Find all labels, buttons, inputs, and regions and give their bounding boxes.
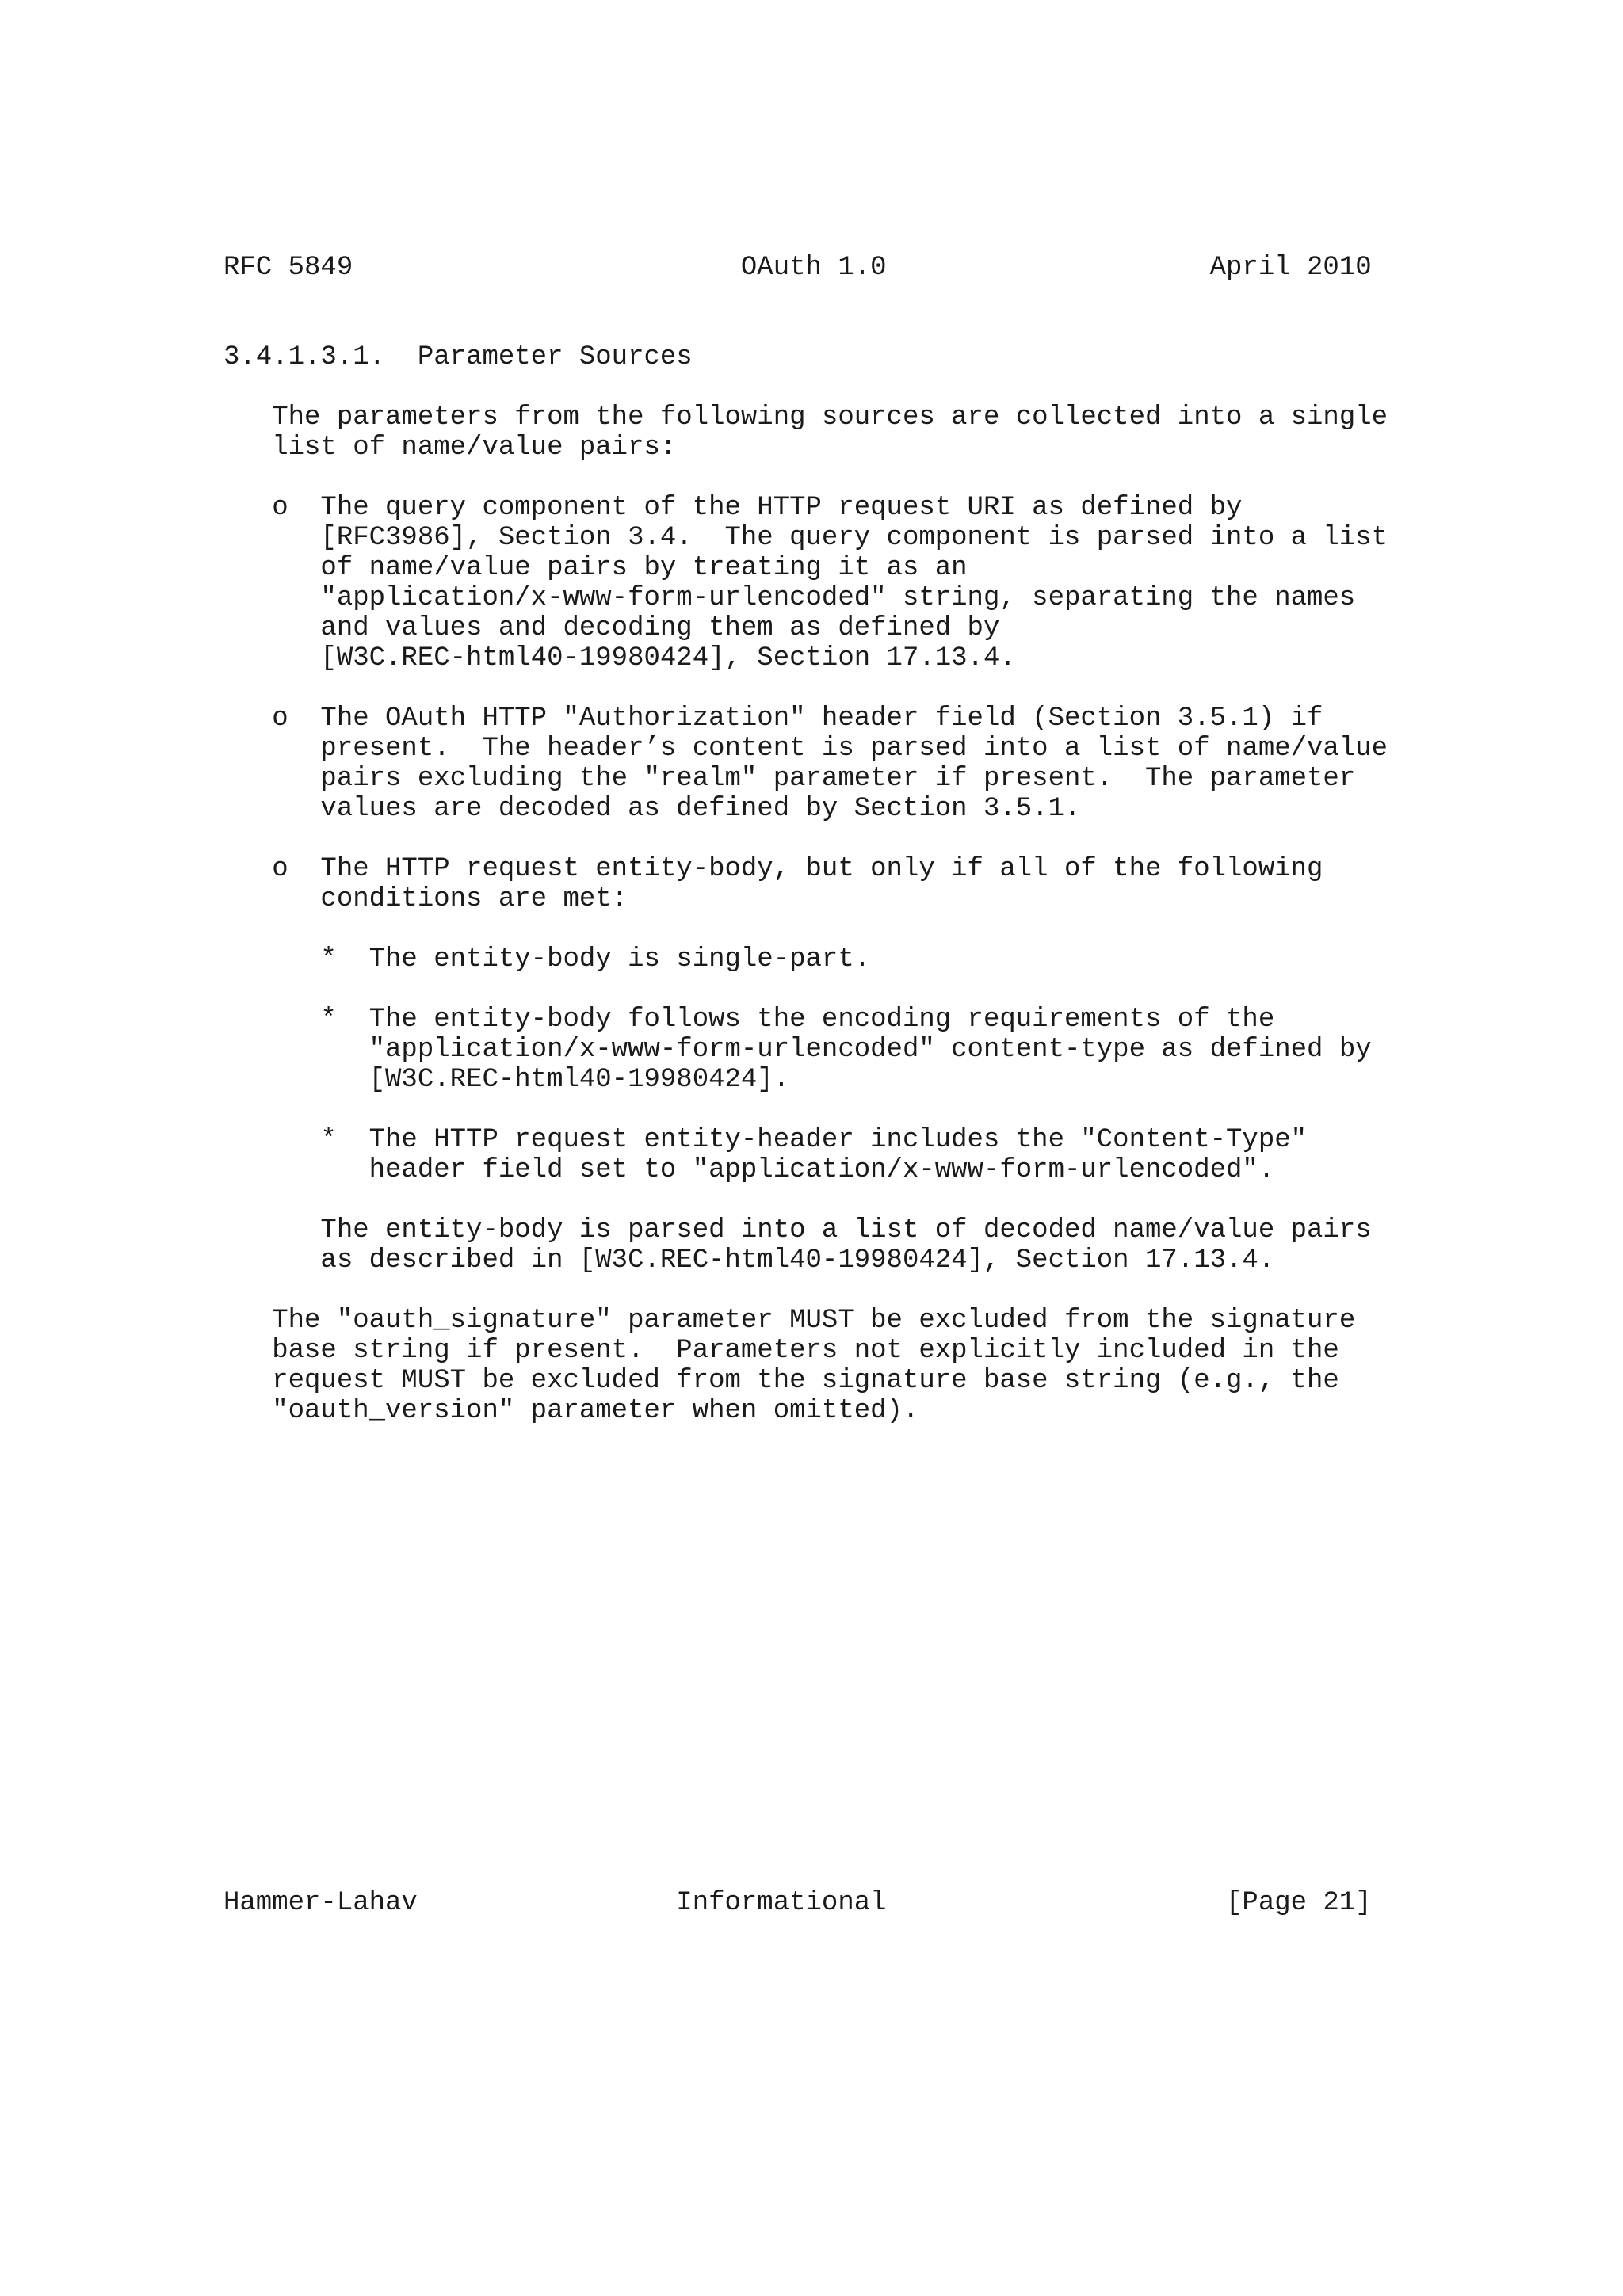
list-item-line: [W3C.REC-html40-19980424], Section 17.13.4. [223,643,1016,673]
page-header: RFC 5849 OAuth 1.0 April 2010 [223,253,1372,283]
paragraph-line: The parameters from the following sources are collected into a single [223,402,1388,433]
paragraph-line: The entity-body is parsed into a list of decoded name/value pairs [223,1215,1372,1245]
list-item-line: and values and decoding them as defined by [223,613,1000,643]
sub-list-item-line: * The entity-body follows the encoding requirements of the [223,1005,1275,1035]
paragraph-line: base string if present. Parameters not explicitly included in the [223,1336,1339,1366]
paragraph-line: "oauth_version" parameter when omitted). [223,1396,919,1426]
paragraph-line: request MUST be excluded from the signature base string (e.g., the [223,1366,1339,1396]
page-footer: Hammer-Lahav Informational [Page 21] [223,1888,1372,1918]
section-heading: 3.4.1.3.1. Parameter Sources [223,342,693,372]
paragraph-line: list of name/value pairs: [223,433,677,463]
paragraph-line: The "oauth_signature" parameter MUST be excluded from the signature [223,1306,1356,1336]
sub-list-item-line: * The HTTP request entity-header includes the "Content-Type" [223,1125,1308,1155]
list-item-line: pairs excluding the "realm" parameter if present. The parameter [223,764,1356,794]
sub-list-item-line: * The entity-body is single-part. [223,944,871,974]
list-item-line: conditions are met: [223,884,628,914]
list-item-line: o The HTTP request entity-body, but only if all of the following [223,854,1323,884]
list-item-line: present. The header’s content is parsed into a list of name/value [223,734,1388,764]
list-item-line: o The query component of the HTTP request URI as defined by [223,493,1243,523]
sub-list-item-line: [W3C.REC-html40-19980424]. [223,1065,790,1095]
list-item-line: of name/value pairs by treating it as an [223,553,968,583]
list-item-line: o The OAuth HTTP "Authorization" header field (Section 3.5.1) if [223,704,1323,734]
list-item-line: "application/x-www-form-urlencoded" string, separating the names [223,583,1356,613]
paragraph-line: as described in [W3C.REC-html40-19980424], Section 17.13.4. [223,1245,1275,1276]
list-item-line: values are decoded as defined by Section 3.5.1. [223,794,1081,824]
sub-list-item-line: "application/x-www-form-urlencoded" content-type as defined by [223,1035,1372,1065]
sub-list-item-line: header field set to "application/x-www-form-urlencoded". [223,1155,1275,1185]
list-item-line: [RFC3986], Section 3.4. The query component is parsed into a list [223,523,1388,553]
